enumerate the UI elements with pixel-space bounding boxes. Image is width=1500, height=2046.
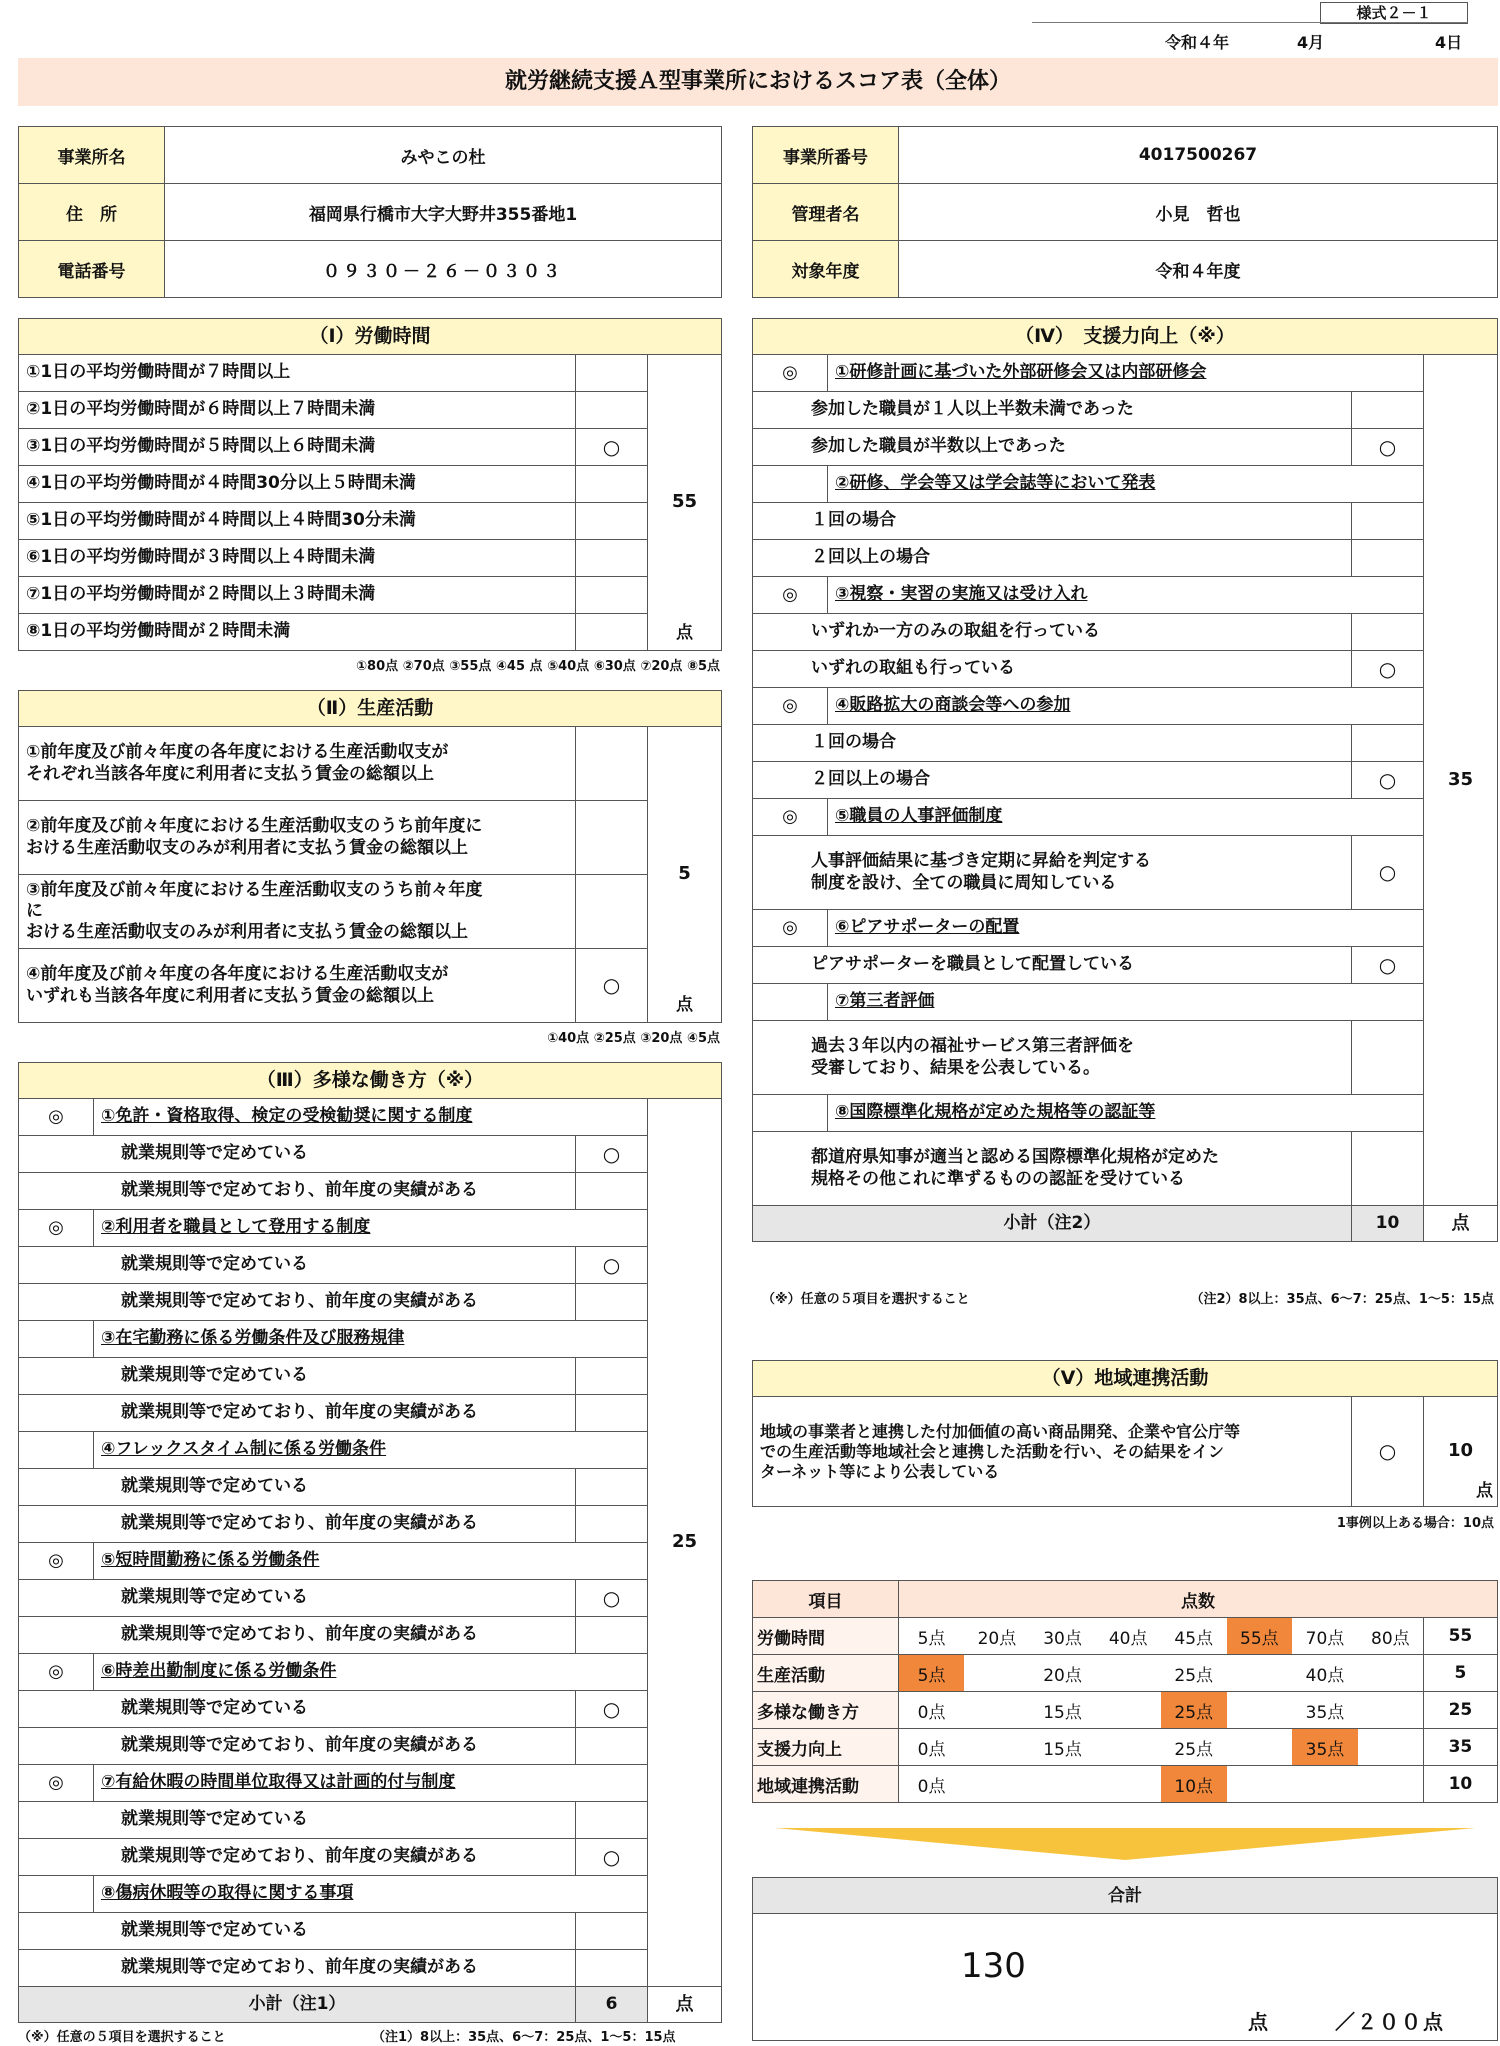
option-line: 人事評価結果に基づき定期に昇給を判定する	[811, 851, 1151, 872]
option-text: 就業規則等で定めており、前年度の実績がある	[19, 1395, 576, 1432]
selected-marker[interactable]	[753, 1095, 828, 1132]
selected-marker[interactable]: ◎	[753, 688, 828, 725]
item-heading: ②研修、学会等又は学会誌等において発表	[828, 466, 1424, 503]
selection-mark[interactable]	[576, 1506, 648, 1543]
summary-point-cell: 35点	[1292, 1692, 1358, 1729]
date-underline	[1032, 22, 1468, 23]
score-unit: 点	[1476, 1480, 1493, 1501]
summary-point-cell: 0点	[899, 1729, 965, 1766]
item-heading: ⑦第三者評価	[828, 984, 1424, 1021]
option-text: 就業規則等で定めている	[19, 1358, 576, 1395]
info-label: 事業所名	[19, 127, 165, 184]
date-day: 4日	[1435, 33, 1463, 52]
section-community	[752, 1360, 1498, 1507]
selection-mark[interactable]: ○	[576, 429, 648, 466]
summary-point-cell	[964, 1655, 1030, 1692]
selection-mark[interactable]	[576, 1469, 648, 1506]
summary-point-cell	[1358, 1766, 1424, 1803]
item-heading: ①研修計画に基づいた外部研修会又は内部研修会	[828, 355, 1424, 392]
hours-option: ⑦1日の平均労働時間が２時間以上３時間未満	[19, 577, 576, 614]
selection-mark[interactable]	[576, 540, 648, 577]
summary-point-cell	[964, 1766, 1030, 1803]
selection-mark[interactable]	[576, 727, 648, 801]
selection-mark[interactable]	[1351, 725, 1423, 762]
summary-row-label: 多様な働き方	[753, 1692, 899, 1729]
option-text	[753, 836, 1352, 910]
selection-mark[interactable]	[576, 1950, 648, 1987]
item-heading: ⑧傷病休暇等の取得に関する事項	[94, 1876, 648, 1913]
hours-option: ①1日の平均労働時間が７時間以上	[19, 355, 576, 392]
summary-row-total: 25	[1423, 1692, 1497, 1729]
selection-mark[interactable]: ○	[576, 1691, 648, 1728]
summary-point-cell	[1095, 1655, 1161, 1692]
item-heading: ⑥時差出勤制度に係る労働条件	[94, 1654, 648, 1691]
option-text: 就業規則等で定めている	[19, 1469, 576, 1506]
production-option: ④前年度及び前々年度の各年度における生産活動収支が いずれも当該各年度に利用者に支払う賃金の総額以上	[19, 949, 576, 1023]
selection-mark[interactable]: ○	[1351, 1397, 1423, 1507]
selection-mark[interactable]	[1351, 392, 1423, 429]
section-working-hours	[18, 318, 722, 651]
selected-marker[interactable]: ◎	[19, 1099, 94, 1136]
option-text	[753, 947, 1352, 984]
selected-marker[interactable]: ◎	[753, 799, 828, 836]
section-support-improvement	[752, 318, 1498, 1242]
scoring-note: （注1）8以上：35点、6～7：25点、1～5：15点	[372, 2030, 676, 2045]
option-text: 就業規則等で定めている	[19, 1691, 576, 1728]
summary-header-item: 項目	[753, 1581, 899, 1618]
summary-row-total: 10	[1423, 1766, 1497, 1803]
item-heading: ③在宅勤務に係る労働条件及び服務規律	[94, 1321, 648, 1358]
target-year: 令和４年度	[899, 241, 1498, 298]
summary-point-cell	[1095, 1692, 1161, 1729]
item-heading: ①免許・資格取得、検定の受検勧奨に関する制度	[94, 1099, 648, 1136]
option-line: いずれの取組も行っている	[811, 658, 1015, 679]
option-text: 就業規則等で定めている	[19, 1136, 576, 1173]
summary-point-cell: 40点	[1095, 1618, 1161, 1655]
info-label: 電話番号	[19, 241, 165, 298]
summary-row-total: 5	[1423, 1655, 1497, 1692]
summary-point-cell: 0点	[899, 1766, 965, 1803]
scoring-note: （注2）8以上：35点、6～7：25点、1～5：15点	[1190, 1292, 1494, 1307]
summary-point-cell: 5点	[899, 1618, 965, 1655]
selected-marker[interactable]	[753, 984, 828, 1021]
summary-point-cell	[1227, 1729, 1293, 1766]
summary-point-cell	[1358, 1655, 1424, 1692]
summary-point-cell: 25点	[1161, 1729, 1227, 1766]
hours-option: ⑧1日の平均労働時間が２時間未満	[19, 614, 576, 651]
score-unit: 点	[676, 622, 693, 643]
item-heading: ⑤短時間勤務に係る労働条件	[94, 1543, 648, 1580]
info-label: 住 所	[19, 184, 165, 241]
summary-point-cell	[964, 1729, 1030, 1766]
selection-mark[interactable]	[576, 355, 648, 392]
score-unit: 点	[1423, 1206, 1497, 1242]
summary-point-cell	[1227, 1655, 1293, 1692]
item-heading: ③視察・実習の実施又は受け入れ	[828, 577, 1424, 614]
selection-mark[interactable]	[576, 1284, 648, 1321]
facility-phone: ０９３０－２６－０３０３	[165, 241, 722, 298]
option-text: 就業規則等で定めている	[19, 1913, 576, 1950]
selection-mark[interactable]: ○	[1351, 762, 1423, 799]
selection-mark[interactable]: ○	[1351, 836, 1423, 910]
option-text	[753, 614, 1352, 651]
item-heading: ④販路拡大の商談会等への参加	[828, 688, 1424, 725]
summary-point-cell	[1358, 1729, 1424, 1766]
selected-marker[interactable]	[19, 1876, 94, 1913]
selection-mark[interactable]	[576, 1617, 648, 1654]
section-note: ①80点 ②70点 ③55点 ④45 点 ⑤40点 ⑥30点 ⑦20点 ⑧5点	[356, 659, 720, 674]
option-text: 就業規則等で定めている	[19, 1580, 576, 1617]
summary-point-cell	[1095, 1729, 1161, 1766]
option-text	[753, 503, 1352, 540]
score-value: 10	[1447, 1440, 1474, 1462]
facility-number: 4017500267	[899, 127, 1498, 184]
section-title: （Ⅰ）労働時間	[19, 319, 722, 355]
summary-row-total: 55	[1423, 1618, 1497, 1655]
selection-mark[interactable]: ○	[576, 1839, 648, 1876]
summary-point-cell: 20点	[964, 1618, 1030, 1655]
selection-mark[interactable]	[576, 392, 648, 429]
score-unit: 点	[648, 1987, 722, 2023]
option-text: 就業規則等で定めており、前年度の実績がある	[19, 1284, 576, 1321]
date-era: 令和４年	[1165, 33, 1230, 52]
summary-row-total: 35	[1423, 1729, 1497, 1766]
option-line: ２回以上の場合	[811, 547, 930, 568]
selection-note: （※）任意の５項目を選択すること	[18, 2030, 226, 2045]
summary-point-cell	[1030, 1766, 1096, 1803]
selected-marker[interactable]: ◎	[753, 355, 828, 392]
info-label: 対象年度	[753, 241, 899, 298]
item-heading: ⑧国際標準化規格が定めた規格等の認証等	[828, 1095, 1424, 1132]
selection-mark[interactable]	[1351, 1132, 1423, 1206]
section-title: （Ⅴ）地域連携活動	[753, 1361, 1498, 1397]
selection-mark[interactable]	[1351, 540, 1423, 577]
item-heading: ⑥ピアサポーターの配置	[828, 910, 1424, 947]
summary-point-cell: 15点	[1030, 1729, 1096, 1766]
option-text: 就業規則等で定めている	[19, 1802, 576, 1839]
selection-mark[interactable]	[1351, 614, 1423, 651]
option-text	[753, 651, 1352, 688]
section-note: 1事例以上ある場合：10点	[1336, 1516, 1494, 1531]
selection-note: （※）任意の５項目を選択すること	[762, 1292, 970, 1307]
summary-row-label: 労働時間	[753, 1618, 899, 1655]
selection-mark[interactable]	[576, 1395, 648, 1432]
summary-row-label: 地域連携活動	[753, 1766, 899, 1803]
selection-mark[interactable]: ○	[1351, 651, 1423, 688]
summary-point-cell: 40点	[1292, 1655, 1358, 1692]
item-heading: ②利用者を職員として登用する制度	[94, 1210, 648, 1247]
selected-marker[interactable]: ◎	[753, 910, 828, 947]
subtotal-label: 小計（注2）	[753, 1206, 1352, 1242]
selected-marker[interactable]: ◎	[19, 1765, 94, 1802]
selected-marker[interactable]: ◎	[19, 1210, 94, 1247]
selected-marker[interactable]	[19, 1321, 94, 1358]
section-score: 35	[1423, 355, 1497, 1206]
info-label: 管理者名	[753, 184, 899, 241]
total-value: 130	[961, 1946, 1026, 1986]
summary-point-cell: 0点	[899, 1692, 965, 1729]
selection-mark[interactable]	[576, 1802, 648, 1839]
option-text	[753, 762, 1352, 799]
facility-address: 福岡県行橋市大字大野井355番地1	[165, 184, 722, 241]
selection-mark[interactable]: ○	[576, 949, 648, 1023]
summary-point-cell: 45点	[1161, 1618, 1227, 1655]
option-line: 参加した職員が１人以上半数未満であった	[811, 399, 1134, 420]
section-title: （Ⅱ）生産活動	[19, 691, 722, 727]
summary-point-cell: 30点	[1030, 1618, 1096, 1655]
hours-option: ③1日の平均労働時間が５時間以上６時間未満	[19, 429, 576, 466]
summary-point-cell: 15点	[1030, 1692, 1096, 1729]
summary-point-cell: 25点	[1161, 1692, 1227, 1729]
total-label: 合計	[753, 1878, 1497, 1914]
total-max: ／２００点	[1335, 2010, 1445, 2034]
page-title: 就労継続支援Ａ型事業所におけるスコア表（全体）	[18, 58, 1498, 106]
summary-point-cell: 5点	[899, 1655, 965, 1692]
summary-row-label: 生産活動	[753, 1655, 899, 1692]
option-line: 制度を設け、全ての職員に周知している	[811, 872, 1117, 893]
option-text: 就業規則等で定めており、前年度の実績がある	[19, 1617, 576, 1654]
section-work-styles	[18, 1062, 722, 2023]
summary-point-cell: 70点	[1292, 1618, 1358, 1655]
option-text: 就業規則等で定めており、前年度の実績がある	[19, 1950, 576, 1987]
selection-mark[interactable]	[576, 1173, 648, 1210]
option-line: 参加した職員が半数以上であった	[811, 436, 1066, 457]
option-line: ２回以上の場合	[811, 769, 930, 790]
selection-mark[interactable]: ○	[1351, 429, 1423, 466]
option-text	[753, 392, 1352, 429]
option-text	[753, 540, 1352, 577]
summary-point-cell	[1095, 1766, 1161, 1803]
section-score	[648, 355, 722, 651]
production-option: ②前年度及び前々年度における生産活動収支のうち前年度に おける生産活動収支のみが利用者に支払う賃金の総額以上	[19, 801, 576, 875]
down-arrow-icon	[775, 1824, 1475, 1864]
summary-point-cell: 55点	[1227, 1618, 1293, 1655]
summary-point-cell: 35点	[1292, 1729, 1358, 1766]
option-text	[753, 725, 1352, 762]
form-number: 様式２－１	[1320, 2, 1468, 24]
option-line: 都道府県知事が適当と認める国際標準化規格が定めた	[811, 1147, 1219, 1168]
option-text: 就業規則等で定めており、前年度の実績がある	[19, 1839, 576, 1876]
selected-marker[interactable]: ◎	[19, 1654, 94, 1691]
summary-point-cell: 25点	[1161, 1655, 1227, 1692]
selection-mark[interactable]: ○	[576, 1580, 648, 1617]
production-option: ③前年度及び前々年度における生産活動収支のうち前々年度 に おける生産活動収支のみが利用者に支払う賃金の総額以上	[19, 875, 576, 949]
selection-mark[interactable]	[576, 1913, 648, 1950]
date-month: 4月	[1297, 33, 1325, 52]
option-line: １回の場合	[811, 510, 896, 531]
option-text	[753, 1132, 1352, 1206]
summary-point-cell	[1292, 1766, 1358, 1803]
option-text: 就業規則等で定めており、前年度の実績がある	[19, 1506, 576, 1543]
summary-header-points: 点数	[899, 1581, 1498, 1618]
subtotal-value: 10	[1351, 1206, 1423, 1242]
score-summary-table	[752, 1580, 1498, 1803]
selection-mark[interactable]	[576, 466, 648, 503]
hours-option: ④1日の平均労働時間が４時間30分以上５時間未満	[19, 466, 576, 503]
manager-name: 小見 哲也	[899, 184, 1498, 241]
selection-mark[interactable]: ○	[576, 1136, 648, 1173]
option-text: 就業規則等で定めている	[19, 1247, 576, 1284]
section-score	[648, 727, 722, 1023]
option-text	[753, 1021, 1352, 1095]
summary-row-label: 支援力向上	[753, 1729, 899, 1766]
hours-option: ⑤1日の平均労働時間が４時間以上４時間30分未満	[19, 503, 576, 540]
production-option: ①前年度及び前々年度の各年度における生産活動収支が それぞれ当該各年度に利用者に支払う賃金の総額以上	[19, 727, 576, 801]
selected-marker[interactable]	[19, 1432, 94, 1469]
summary-point-cell: 10点	[1161, 1766, 1227, 1803]
summary-point-cell	[964, 1692, 1030, 1729]
score-value: 55	[671, 491, 698, 513]
hours-option: ②1日の平均労働時間が６時間以上７時間未満	[19, 392, 576, 429]
section-note: ①40点 ②25点 ③20点 ④5点	[547, 1031, 720, 1046]
summary-point-cell	[1227, 1692, 1293, 1729]
score-unit: 点	[676, 994, 693, 1015]
option-line: いずれか一方のみの取組を行っている	[811, 621, 1100, 642]
selected-marker[interactable]: ◎	[753, 577, 828, 614]
selection-mark[interactable]	[576, 503, 648, 540]
info-label: 事業所番号	[753, 127, 899, 184]
selection-mark[interactable]	[576, 1358, 648, 1395]
option-line: 受審しており、結果を公表している。	[811, 1057, 1100, 1078]
option-line: 規格その他これに準ずるものの認証を受けている	[811, 1168, 1185, 1189]
total-box	[752, 1877, 1498, 2041]
summary-point-cell: 80点	[1358, 1618, 1424, 1655]
selection-mark[interactable]: ○	[1351, 947, 1423, 984]
item-heading: ④フレックスタイム制に係る労働条件	[94, 1432, 648, 1469]
section-title: （Ⅲ）多様な働き方（※）	[19, 1063, 722, 1099]
summary-point-cell: 20点	[1030, 1655, 1096, 1692]
hours-option: ⑥1日の平均労働時間が３時間以上４時間未満	[19, 540, 576, 577]
option-line: １回の場合	[811, 732, 896, 753]
total-unit: 点	[1248, 2010, 1268, 2034]
selection-mark[interactable]	[576, 1728, 648, 1765]
item-heading: ⑦有給休暇の時間単位取得又は計画的付与制度	[94, 1765, 648, 1802]
selected-marker[interactable]	[753, 466, 828, 503]
community-description: 地域の事業者と連携した付加価値の高い商品開発、企業や官公庁等 での生産活動等地域社会と連携した活動を行い、その結果をイン ターネット等により公表している	[753, 1397, 1352, 1507]
section-score: 25	[648, 1099, 722, 1987]
facility-info-right	[752, 126, 1498, 298]
selection-mark[interactable]	[1351, 1021, 1423, 1095]
section-production	[18, 690, 722, 1023]
selection-mark[interactable]	[1351, 503, 1423, 540]
facility-info-left	[18, 126, 722, 298]
section-score	[1423, 1397, 1497, 1507]
score-value: 5	[678, 863, 691, 885]
subtotal-label: 小計（注1）	[19, 1987, 576, 2023]
facility-name: みやこの杜	[165, 127, 722, 184]
selection-mark[interactable]	[576, 614, 648, 651]
selected-marker[interactable]: ◎	[19, 1543, 94, 1580]
selection-mark[interactable]	[576, 875, 648, 949]
summary-point-cell	[1358, 1692, 1424, 1729]
option-line: 過去３年以内の福祉サービス第三者評価を	[811, 1036, 1134, 1057]
selection-mark[interactable]	[576, 577, 648, 614]
option-text: 就業規則等で定めており、前年度の実績がある	[19, 1173, 576, 1210]
section-title: （Ⅳ） 支援力向上（※）	[753, 319, 1498, 355]
subtotal-value: 6	[576, 1987, 648, 2023]
option-text: 就業規則等で定めており、前年度の実績がある	[19, 1728, 576, 1765]
item-heading: ⑤職員の人事評価制度	[828, 799, 1424, 836]
option-text	[753, 429, 1352, 466]
selection-mark[interactable]	[576, 801, 648, 875]
option-line: ピアサポーターを職員として配置している	[811, 954, 1134, 975]
selection-mark[interactable]: ○	[576, 1247, 648, 1284]
summary-point-cell	[1227, 1766, 1293, 1803]
